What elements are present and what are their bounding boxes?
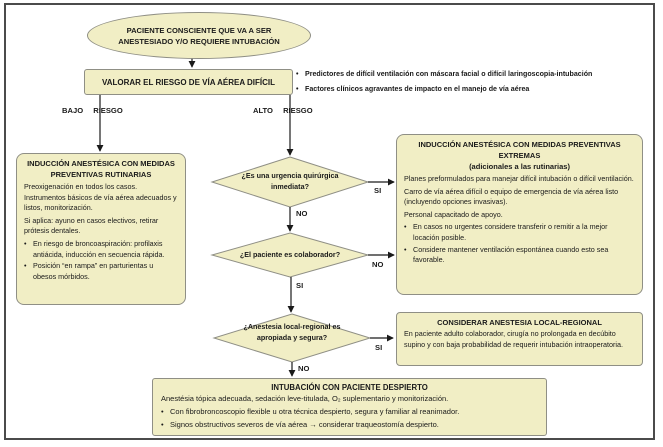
awake-intubation-box [152, 378, 547, 436]
regional-anesthesia-box [396, 312, 643, 366]
bullet-icon: • [24, 238, 27, 248]
bullet-icon: • [296, 70, 299, 78]
routine-bullet-text: Posición “en rampa” en parturientas u obesos mórbidos. [33, 261, 154, 281]
decision-urgency-text: ¿Es una urgencia quirúrgica inmediata? [241, 171, 339, 191]
extreme-bullet-item [404, 222, 635, 243]
assess-note-text: Factores clínicos agravantes de impacto en el manejo de vía aérea [305, 84, 530, 93]
label-d3-no: NO [298, 364, 310, 373]
assess-note-item [296, 68, 658, 82]
bullet-icon: • [161, 419, 164, 429]
routine-paragraph: Si aplica: ayuno en casos electivos, retirar prótesis dentales. [24, 215, 159, 236]
label-d1-yes: SI [374, 186, 382, 195]
label-d2-yes: SI [296, 281, 304, 290]
regional-anesthesia-title: CONSIDERAR ANESTESIA LOCAL-REGIONAL [437, 318, 602, 327]
branch-label-low-risk: BAJO RIESGO [62, 106, 123, 115]
bullet-icon: • [296, 84, 299, 93]
awake-bullet-text: Con fibrobroncoscopio flexible u otra técnica despierto, segura y familiar al reanimador. [170, 406, 460, 416]
extreme-induction-box [396, 134, 643, 295]
decision-cooperative-text: ¿El paciente es colaborador? [239, 250, 341, 259]
awake-intubation-title: INTUBACIÓN CON PACIENTE DESPIERTO [271, 383, 428, 392]
extreme-bullet-text: En casos no urgentes considere transferir o remitir a la mejor locación posible. [413, 222, 608, 242]
bullet-icon: • [24, 261, 27, 271]
extreme-paragraph: Planes preformulados para manejar difícil intubación o difícil ventilación. [404, 174, 634, 183]
extreme-paragraph: Carro de vía aérea difícil o equipo de emergencia de vía aérea listo (incluyendo opciones invasivas). [404, 186, 619, 207]
label-d1-no: NO [296, 209, 308, 218]
routine-induction-box [16, 153, 186, 305]
label-d3-yes: SI [375, 343, 383, 352]
bullet-icon: • [404, 222, 407, 232]
extreme-induction-title: INDUCCIÓN ANESTÉSICA CON MEDIDAS PREVENTIVAS EXTREMAS [418, 140, 621, 160]
extreme-induction-subtitle: (adicionales a las rutinarias) [469, 162, 570, 171]
assess-notes [296, 67, 658, 97]
decision-regional-text: ¿Anestesia local-regional es apropiada y segura? [243, 322, 341, 342]
extreme-paragraph: Personal capacitado de apoyo. [404, 209, 503, 219]
assess-risk-node: VALORAR EL RIESGO DE VÍA AÉREA DIFÍCIL [84, 69, 293, 95]
awake-paragraph: Anestésia tópica adecuada, sedación leve-titulada, O₂ suplementario y monitorización. [161, 394, 449, 403]
label-d2-no: NO [372, 260, 384, 269]
bullet-icon: • [161, 406, 164, 416]
routine-paragraph: Preoxigenación en todos los casos. Instrumentos básicos de vía aérea adecuados y listos, monitorización. [24, 182, 177, 213]
routine-bullet-item [24, 239, 178, 260]
extreme-bullet-text: Considere mantener ventilación espontánea cuando esto sea favorable. [413, 244, 609, 265]
routine-bullet-text: En riesgo de broncoaspiración: profilaxis antiácida, inducción en secuencia rápida. [33, 238, 165, 259]
assess-note-item [296, 83, 658, 97]
assess-note-text: Predictores de difícil ventilación con máscara facial o difícil laringoscopia-intubación [305, 70, 593, 78]
regional-paragraph: En paciente adulto colaborador, cirugía no prolongada en decúbito supino y con baja probabilidad de requerir intubación intraoperatoria. [404, 329, 623, 349]
awake-bullet-item [161, 419, 538, 432]
bullet-icon: • [404, 244, 407, 254]
routine-bullet-item [24, 261, 178, 282]
awake-bullet-text: Signos obstructivos severos de vía aérea → considerar traqueostomía despierto. [170, 419, 439, 429]
awake-bullet-item [161, 406, 538, 419]
branch-label-high-risk: ALTO RIESGO [253, 106, 313, 115]
routine-induction-title: INDUCCIÓN ANESTÉSICA CON MEDIDAS PREVENTIVAS RUTINARIAS [27, 159, 175, 179]
extreme-bullet-item [404, 245, 635, 266]
start-node: PACIENTE CONSCIENTE QUE VA A SER ANESTESIADO Y/O REQUIERE INTUBACIÓN [87, 12, 311, 59]
